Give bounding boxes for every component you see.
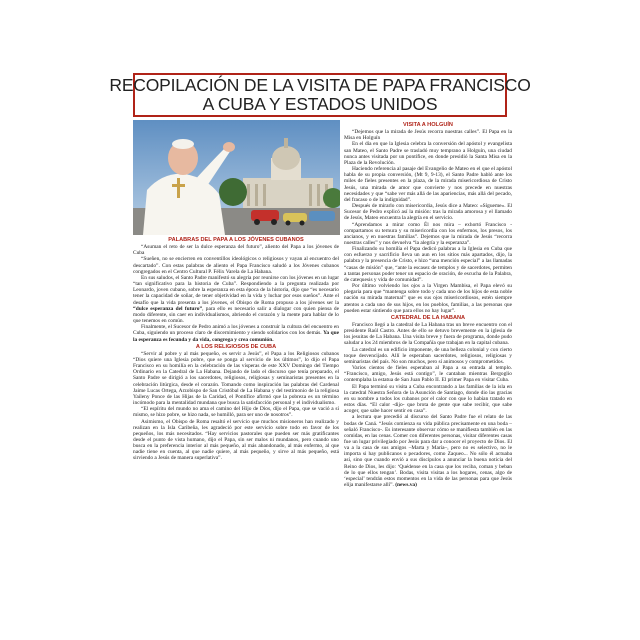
bold-quote: “dulce esperanza del futuro” xyxy=(133,305,203,312)
pope-havana-photo xyxy=(133,120,340,235)
paragraph: “El espíritu del mundo no ama el camino del Hijo de Dios, dijo el Papa, que se vació a sí mismo, se hizo pobre, se hizo nada, se humilló, para ser uno de nosotros”. xyxy=(133,406,339,419)
article-title-box xyxy=(109,73,531,117)
paragraph: Asimismo, el Obispo de Roma resaltó el servicio que muchos misioneros han realizado y realizan en la Isla Caribeña, les agradeció por este servicio sobre todo en favor de los pequeños, los más necesitados. “Hay servicios pastorales que pueden ser más gratificantes desde el punto de vista humano, dijo el Papa, sin ser malos ni mundanos, pero cuando uno busca en la preferencia interior al más pequeño, al más abandonado, al más enfermo, al que nadie tiene en cuenta, al que nadie quiere, al más pequeño, y sirve al más pequeño, está sirviendo a Jesús de manera superlativa”. xyxy=(133,418,339,462)
paragraph: Varios cientos de fieles esperaban al Papa a su entrada al templo. “Francisco, amigo, Jesús está contigo”, le cantaban mientras Bergoglio contemplaba la estatua de San Juan Pablo II. El primer Papa en visitar Cuba. xyxy=(344,365,512,384)
paragraph: Haciendo referencia al pasaje del Evangelio de Mateo en el que el apóstol habla de su propia conversión, (Mt 9, 9-13), el Santo Padre habló ante los miles de fieles presentes en la plaza, de la mirada misericordiosa de Cristo Jesús, una mirada de amor que convierte y nos precede en nuestras necesidades y que “sabe ver más allá de las apariencias, más allá del pecado, del fracaso o de la indignidad”. xyxy=(344,166,512,203)
paragraph xyxy=(344,414,512,488)
article-title-line-2: A CUBA Y ESTADOS UNIDOS xyxy=(202,94,438,114)
section-heading-cathedral: CATEDRAL DE LA HABANA xyxy=(390,314,466,321)
paragraph: Por último volviendo los ojos a la Virgen Mambisa, el Papa elevó su plegaria para que “mantenga sobre todo y cada uno de los hijos de esta noble nación su mirada maternal” que es sus ojos misericordiosos, estén siempre atentos a cada uno de sus hijos, en los pueblos, familias, a las personas que pueden estar sintiendo que para ellos no hay lugar”. xyxy=(344,283,512,314)
paragraph xyxy=(133,275,339,324)
paragraph: Finalizando su homilía el Papa dedicó palabras a la Iglesia en Cuba que con esfuerzo y sacrificio lleva un aun en los sitios más apartados, dijo, la palabra y la presencia de Cristo, e hizo “una mención especial” a las llamadas “casas de misión” que, “ante la escasez de templos y de sacerdotes, permiten a tantas personas poder tener un espacio de oración, de escucha de la Palabra, de catequesis y vida de comunidad”. xyxy=(344,246,512,283)
paragraph: “Sueñen, no se encierren en conventillos ideológicos o religiosos y vayan al encuentro del descartado”. Con estas palabras de aliento el Papa Francisco saludó a los Jóvenes cubanos congregados en el Centro Cultural P. Félix Varela de La Habana. xyxy=(133,256,339,275)
section-heading-youth: PALABRAS DEL PAPA A LOS JÓVENES CUBANOS xyxy=(168,237,304,243)
paragraph xyxy=(133,324,339,342)
paragraph-text: Finalmente, el Sucesor de Pedro animó a los jóvenes a construir la cultura del encuentro en Cuba, siguiendo un proceso claro de discernimiento y siendo solidarios con los demás. xyxy=(133,324,339,337)
paragraph: Después de mirarlo con misericordia, Jesús dice a Mateo: «Sígueme». El Sucesor de Pedro explicó así la misión: tras la mirada amorosa y el llamado de Jesús, Mateo encuentra la alegría en el servicio. xyxy=(344,203,512,222)
paragraph-text: , para ello es necesario salir a dialogar con quien piensa de modo diferente, sin caer en individualismos, abriendo el corazón y la mente para hablar de lo que tenemos en común. xyxy=(133,305,339,325)
paragraph-text: En sus saludos, el Santo Padre manifestó su alegría por reunirse con los jóvenes en un lugar “tan significativo para la historia de Cuba”. Respondiendo a la pregunta realizada por Leonardo, joven cubano, sobre la esperanza en esta época de la historia, dijo que “es necesario tener la capacidad de soñar, de tener objetividad en la vida y luchar por esos sueños”. Ante el desafío que la vida presenta a los jóvenes, el Obispo de Roma propuso a los jóvenes ser la xyxy=(133,274,339,306)
left-column xyxy=(133,236,339,566)
right-column xyxy=(344,121,512,566)
article-title-line-1: RECOPILACIÓN DE LA VISITA DE PAPA FRANCISCO xyxy=(109,75,531,95)
paragraph: “Asuman el reto de ser la dulce esperanza del futuro”, aliento del Papa a los jóvenes de Cuba xyxy=(133,244,339,257)
paragraph: En el día en que la Iglesia celebra la conversión del apóstol y evangelista san Mateo, el Santo Padre se trasladó muy temprano a Holguín, una ciudad nunca antes visitada por un pontífice, en donde presidió la Santa Misa en la Plaza de la Revolución. xyxy=(344,141,512,166)
paragraph: “Aprendamos a mirar como Él nos mira – exhortó Francisco - compartamos su ternura y su misericordia con los enfermos, los presos, los ancianos, y en nuestras familias”. Dejemos que la mirada de Jesús “recorra nuestras calles” y nos devuelva “la alegría y la esperanza”. xyxy=(344,221,512,246)
source-credit: (news.va) xyxy=(395,482,417,489)
section-heading-religious: A LOS RELIGIOSOS DE CUBA xyxy=(195,343,277,350)
paragraph: “Servir al pobre y al más pequeño, es servir a Jesús”, el Papa a los Religiosos cubanos “Dios quiere una Iglesia pobre, que se ponga al servicio de los últimos”, lo dijo el Papa Francisco en su homilía en la celebración de las vísperas de este XXV Domingo del Tiempo Ordinario en la Catedral de La Habana. Dejando de lado el discurso que tenía preparado, el Santo Padre se dirigió a los sacerdotes, religiosos, religiosas y seminaristas presentes en la celebración litúrgica, desde el corazón. Tomando como inspiración las palabras del Cardenal Jaime Lucas Ortega, Arzobispo de San Cristóbal de La Habana y del testimonio de la religiosa Yaileny Ponce de las Hijas de la Caridad, el Pontífice afirmó que la pobreza es un término incómodo para la mentalidad mundana que busca la satisfacción personal y el individualismo. xyxy=(133,350,339,407)
paragraph: La catedral es un edificio imponente, de una belleza colonial y con cierto toque desvencijado. Allí le esperaban sacerdotes, religiosos, religiosas y seminaristas del país. No son muchos, pero sí animosos y comprometidos. xyxy=(344,346,512,365)
paragraph: “Dejemos que la mirada de Jesús recorra nuestras calles”. El Papa en la Misa en Holguín xyxy=(344,129,512,142)
section-heading-holguin: VISITA A HOLGUÍN xyxy=(403,122,453,128)
paragraph-text: a lectura que precedió al discurso del Santo Padre fue el relato de las bodas de Caná. “Jesús comienza su vida pública precisamente en una boda – señaló Francisco-. Es interesante observar cómo se manifiesta también en las comidas, en las cenas. Comer con diferentes personas, visitar diferentes casas fue un lugar privilegiado por Jesús para dar a conocer el proyecto de Dios. El va a la casa de sus amigos –Marta y María–, pero no es selectivo, no le importa si hay publicanos o pecadores, como Zaqueo... No sólo él actuaba así, sino que cuando envió a sus discípulos a anunciar la buena noticia del Reino de Dios, les dijo: ‘Quédense en la casa que los reciba, coman y beban de lo que ellos tengan’. Bodas, visita visitas a los hogares, cenas, algo de ‘especial’ tendrán estos momentos en la vida de las personas para que Jesús elija manifestarse allí”. xyxy=(344,414,512,489)
paragraph: El Papa terminó su visita a Cuba encontrando a las familias de la isla en la catedral Nuestra Señora de la Asunción de Santiago, donde dio las gracias en su nombre a todos los cubanos por el calor con que lo habían tratado en estos días. “El calor -dijo- que brota de gente que sabe recibir, que sabe acoger, que sabe hacer sentir en casa”. xyxy=(344,383,512,415)
bold-sentence: Ya que la esperanza es fecunda y da vida, congrega y crea comunión. xyxy=(133,330,339,343)
paragraph: Francisco llegó a la catedral de La Habana tras un breve encuentro con el presidente Raúl Castro. Antes de ello se detuvo brevemente en la iglesia de los jesuitas de La Habana. Una visita breve y fuera de programa, donde pudo saludar a los 24 miembros de la Compañía que trabajan en la capital cubana. xyxy=(344,322,512,347)
